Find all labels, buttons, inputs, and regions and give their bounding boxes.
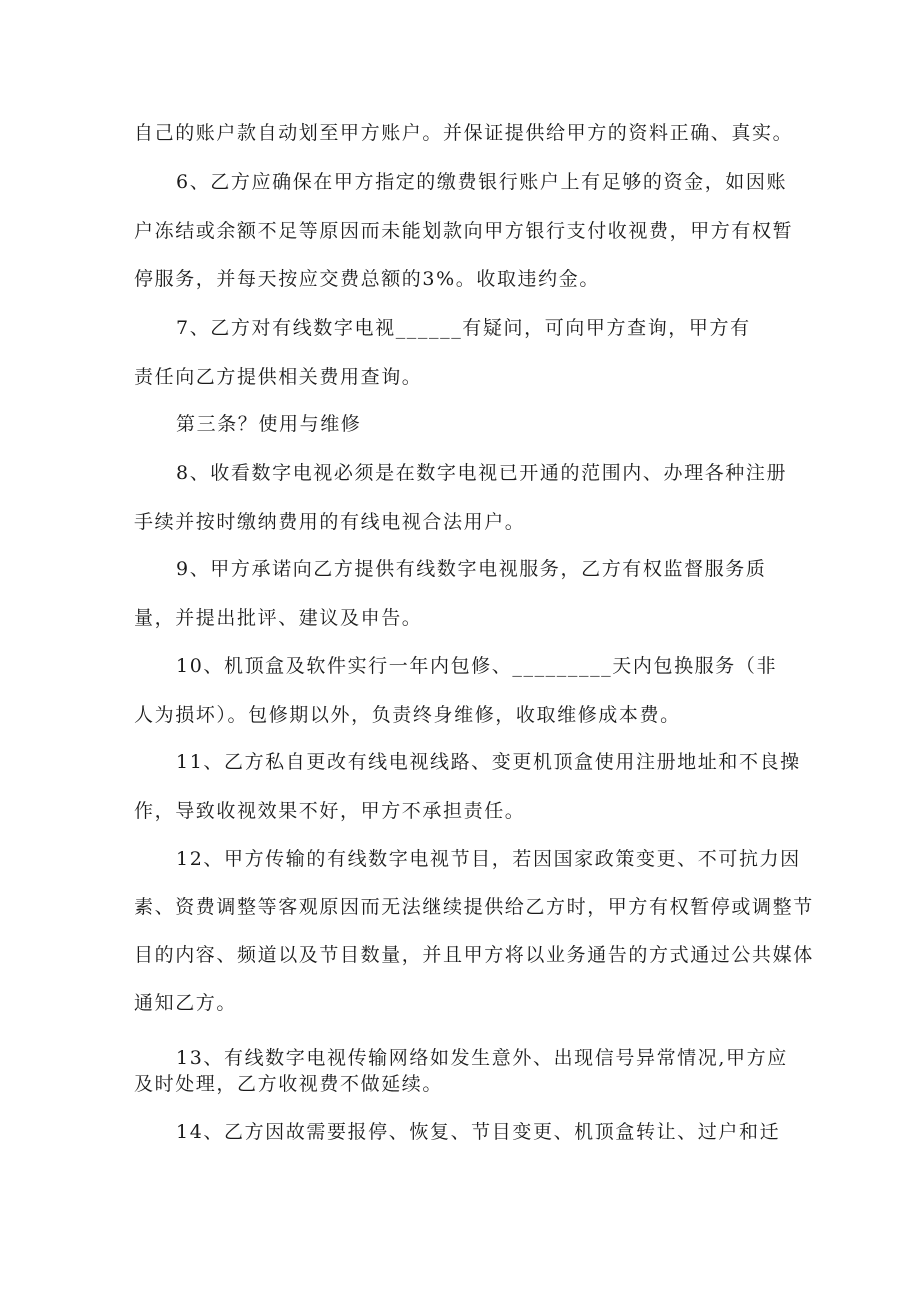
text-line: 9、甲方承诺向乙方提供有线数字电视服务，乙方有权监督服务质 xyxy=(176,558,767,580)
text-line: 停服务，并每天按应交费总额的3%。收取违约金。 xyxy=(134,268,600,290)
text-line: 人为损坏）。包修期以外，负责终身维修，收取维修成本费。 xyxy=(134,704,681,726)
text-line: 10、机顶盒及软件实行一年内包修、_________天内包换服务（非 xyxy=(176,655,778,677)
text-line: 手续并按时缴纳费用的有线电视合法用户。 xyxy=(134,511,526,533)
text-line: 责任向乙方提供相关费用查询。 xyxy=(134,366,423,388)
text-line: 通知乙方。 xyxy=(134,992,238,1014)
text-line: 7、乙方对有线数字电视______有疑问，可向甲方查询，甲方有 xyxy=(176,317,751,339)
text-line: 6、乙方应确保在甲方指定的缴费银行账户上有足够的资金，如因账 xyxy=(176,171,788,193)
text-line: 12、甲方传输的有线数字电视节目，若因国家政策变更、不可抗力因 xyxy=(176,848,801,870)
text-line: 目的内容、频道以及节目数量，并且甲方将以业务通告的方式通过公共媒体 xyxy=(134,944,814,966)
text-line: 户冻结或余额不足等原因而未能划款向甲方银行支付收视费，甲方有权暂 xyxy=(134,220,794,242)
text-line: 素、资费调整等客观原因而无法继续提供给乙方时，甲方有权暂停或调整节 xyxy=(134,896,814,918)
text-line: 量，并提出批评、建议及申告。 xyxy=(134,607,423,629)
text-line: 作，导致收视效果不好，甲方不承担责任。 xyxy=(134,800,526,822)
section-heading: 第三条？使用与维修 xyxy=(176,413,362,435)
text-line: 自己的账户款自动划至甲方账户。并保证提供给甲方的资料正确、真实。 xyxy=(134,122,794,144)
text-line: 13、有线数字电视传输网络如发生意外、出现信号异常情况,甲方应 xyxy=(176,1047,788,1069)
text-line: 11、乙方私自更改有线电视线路、变更机顶盒使用注册地址和不良操 xyxy=(176,751,801,773)
text-line: 及时处理，乙方收视费不做延续。 xyxy=(134,1073,444,1095)
text-line: 14、乙方因故需要报停、恢复、节目变更、机顶盒转让、过户和迁 xyxy=(176,1121,781,1143)
text-line: 8、收看数字电视必须是在数字电视已开通的范围内、办理各种注册 xyxy=(176,462,788,484)
